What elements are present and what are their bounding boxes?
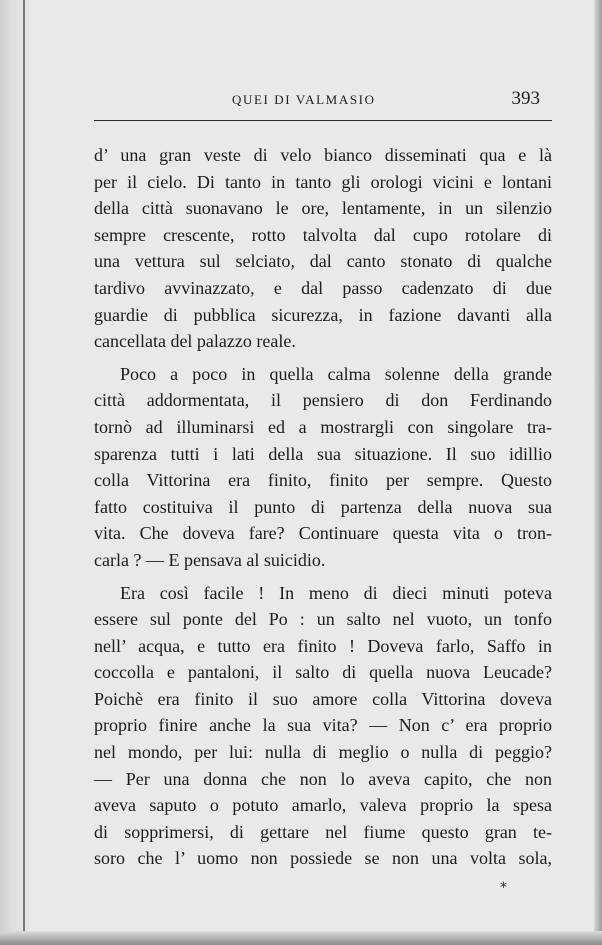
text-line: d’ una gran veste di velo bianco disseminati qua e là: [94, 145, 552, 165]
text-line: vita. Che doveva fare? Continuare questa vita o tron-: [94, 523, 552, 544]
text-line: fatto costituiva il punto di partenza della nuova sua: [94, 496, 552, 517]
text-line: tornò ad illuminarsi ed a mostrargli con singolare tra-: [94, 416, 552, 437]
text-line: guardie di pubblica sicurezza, in fazione davanti alla: [94, 304, 552, 325]
running-head: QUEI DI VALMASIO: [232, 92, 376, 107]
header-rule: [94, 120, 552, 121]
signature-mark: *: [500, 880, 507, 896]
text-line: carla ? — E pensava al suicidio.: [94, 549, 326, 570]
text-line: una vettura sul selciato, dal canto stonato di qualche: [94, 251, 552, 272]
text-line: tardivo avvinazzato, e dal passo cadenzato di due: [94, 277, 552, 298]
text-line: Poichè era finito il suo amore colla Vittorina doveva: [94, 688, 552, 709]
text-line: sparenza tutti i lati della sua situazione. Il suo idillio: [94, 443, 552, 464]
body-text: [94, 142, 552, 872]
text-line: coccolla e pantaloni, il salto di quella nuova Leucade?: [94, 662, 552, 683]
text-line: nel mondo, per lui: nulla di meglio o nulla di peggio?: [94, 742, 552, 763]
text-line: della città suonavano le ore, lentamente, in un silenzio: [94, 198, 552, 219]
text-line: — Per una donna che non lo aveva capito, che non: [94, 768, 552, 789]
text-line: soro che l’ uomo non possiede se non una volta sola,: [94, 848, 552, 869]
text-line: colla Vittorina era finito, finito per sempre. Questo: [94, 470, 552, 491]
text-line: Poco a poco in quella calma solenne della grande: [120, 363, 552, 384]
text-line: aveva saputo o potuto amarlo, valeva proprio la spesa: [94, 795, 552, 816]
page-number: 393: [511, 88, 540, 109]
page-header: [92, 86, 550, 116]
text-line: città addormentata, il pensiero di don Ferdinando: [94, 390, 552, 411]
text-line: sempre crescente, rotto talvolta dal cupo rotolare di: [94, 224, 552, 245]
text-line: proprio finire anche la sua vita? — Non c’ era proprio: [94, 715, 552, 736]
page-left-margin-shadow: [0, 0, 30, 945]
text-line: essere sul ponte del Po : un salto nel vuoto, un tonfo: [94, 609, 552, 630]
text-line: Era così facile ! In meno di dieci minuti poteva: [120, 582, 552, 603]
text-line: di sopprimersi, di gettare nel fiume questo gran te-: [94, 821, 552, 842]
page-fold-line: [23, 0, 25, 945]
text-line: nell’ acqua, e tutto era finito ! Doveva farlo, Saffo in: [94, 635, 552, 656]
page-right-edge-shadow: [594, 0, 602, 945]
text-line: cancellata del palazzo reale.: [94, 331, 296, 352]
text-line: per il cielo. Di tanto in tanto gli orologi vicini e lontani: [94, 171, 552, 192]
page-bottom-edge-shadow: [0, 931, 602, 945]
